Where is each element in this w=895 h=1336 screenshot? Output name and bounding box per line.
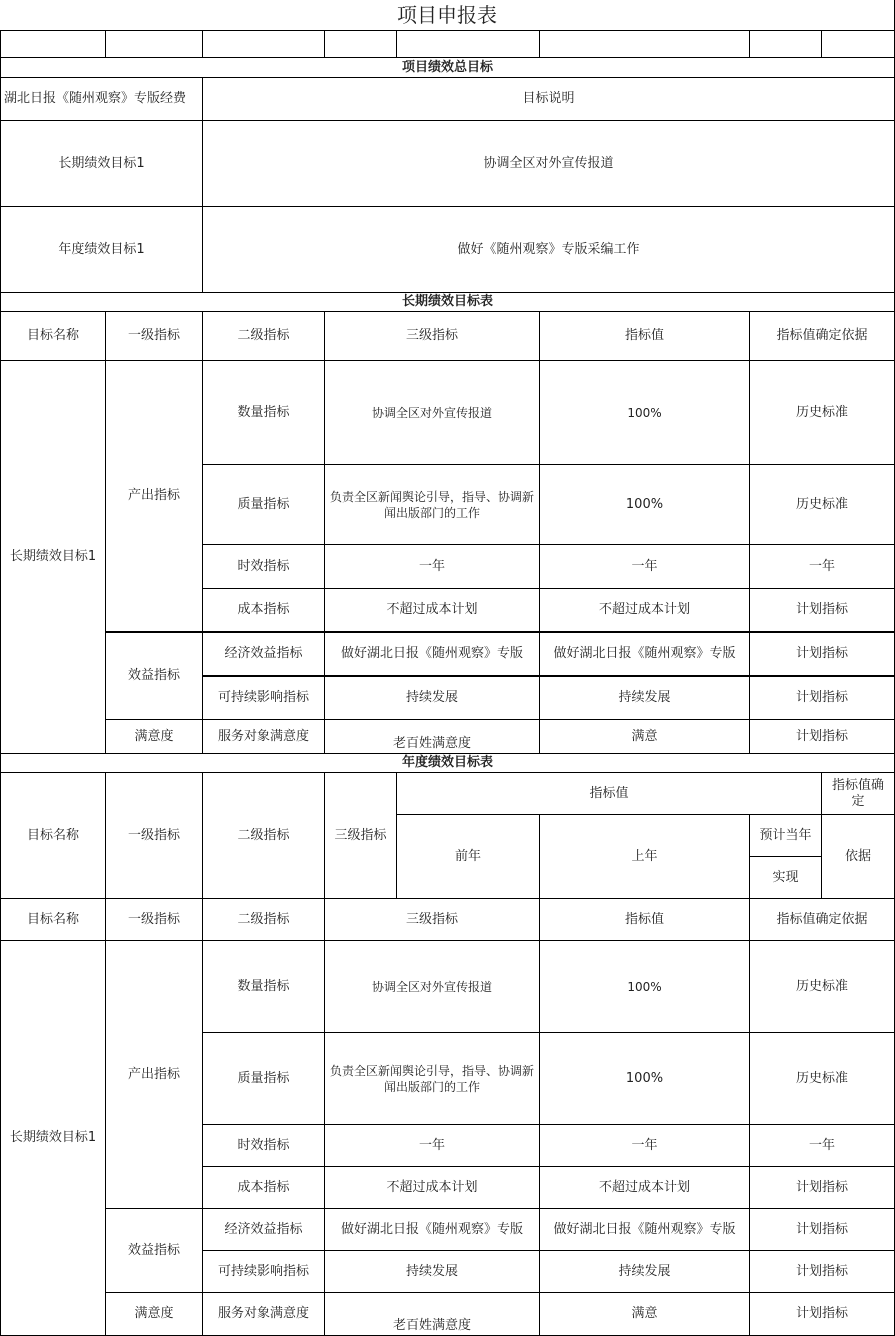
annual-l2-quantity: 数量指标 — [203, 941, 325, 1033]
empty-cell — [397, 31, 540, 58]
header-level2: 二级指标 — [203, 312, 325, 361]
l3-quantity: 协调全区对外宣传报道 — [325, 361, 540, 465]
annual-header-basis-top: 指标值确定 — [822, 773, 895, 815]
value-satisfaction: 满意 — [540, 720, 750, 754]
l3-cost: 不超过成本计划 — [325, 589, 540, 632]
annual-header-level2: 二级指标 — [203, 773, 325, 899]
annual-value-satisfaction: 满意 — [540, 1293, 750, 1336]
annual-subheader-level2: 二级指标 — [203, 899, 325, 941]
l3-satisfaction: 老百姓满意度 — [325, 720, 540, 754]
page-title: 项目申报表 — [0, 0, 895, 31]
empty-cell — [750, 31, 822, 58]
annual-header-level3: 三级指标 — [325, 773, 397, 899]
annual-l3-quantity: 协调全区对外宣传报道 — [325, 941, 540, 1033]
value-timeliness: 一年 — [540, 545, 750, 589]
annual-goal-name-cell: 长期绩效目标1 — [0, 941, 106, 1336]
annual-basis-quality: 历史标准 — [750, 1033, 895, 1125]
l3-sustainable: 持续发展 — [325, 676, 540, 720]
l2-quantity: 数量指标 — [203, 361, 325, 465]
annual-value-timeliness: 一年 — [540, 1125, 750, 1167]
header-goal-name: 目标名称 — [0, 312, 106, 361]
empty-cell — [203, 31, 325, 58]
header-basis: 指标值确定依据 — [750, 312, 895, 361]
l2-sustainable: 可持续影响指标 — [203, 676, 325, 720]
l3-economic: 做好湖北日报《随州观察》专版 — [325, 632, 540, 676]
basis-sustainable: 计划指标 — [750, 676, 895, 720]
annual-header-goal-name: 目标名称 — [0, 773, 106, 899]
l2-cost: 成本指标 — [203, 589, 325, 632]
annual-basis-economic: 计划指标 — [750, 1209, 895, 1251]
l2-quality: 质量指标 — [203, 465, 325, 545]
long-term-goal-value: 协调全区对外宣传报道 — [203, 121, 895, 207]
empty-cell — [822, 31, 895, 58]
empty-cell — [106, 31, 203, 58]
l3-timeliness: 一年 — [325, 545, 540, 589]
empty-cell — [325, 31, 397, 58]
basis-quality: 历史标准 — [750, 465, 895, 545]
annual-value-quality: 100% — [540, 1033, 750, 1125]
annual-basis-sustainable: 计划指标 — [750, 1251, 895, 1293]
annual-l3-satisfaction: 老百姓满意度 — [325, 1293, 540, 1336]
annual-l2-sustainable: 可持续影响指标 — [203, 1251, 325, 1293]
annual-value-economic: 做好湖北日报《随州观察》专版 — [540, 1209, 750, 1251]
basis-quantity: 历史标准 — [750, 361, 895, 465]
annual-l3-economic: 做好湖北日报《随州观察》专版 — [325, 1209, 540, 1251]
value-cost: 不超过成本计划 — [540, 589, 750, 632]
annual-header-basis-bottom: 依据 — [822, 815, 895, 899]
annual-header-prev-year: 前年 — [397, 815, 540, 899]
annual-subheader-value: 指标值 — [540, 899, 750, 941]
annual-header-last-year: 上年 — [540, 815, 750, 899]
level1-satisfaction: 满意度 — [106, 720, 203, 754]
annual-subheader-level1: 一级指标 — [106, 899, 203, 941]
annual-basis-quantity: 历史标准 — [750, 941, 895, 1033]
annual-l3-cost: 不超过成本计划 — [325, 1167, 540, 1209]
value-economic: 做好湖北日报《随州观察》专版 — [540, 632, 750, 676]
l2-timeliness: 时效指标 — [203, 545, 325, 589]
basis-economic: 计划指标 — [750, 632, 895, 676]
header-value: 指标值 — [540, 312, 750, 361]
header-level3: 三级指标 — [325, 312, 540, 361]
l3-quality: 负责全区新闻舆论引导，指导、协调新闻出版部门的工作 — [325, 465, 540, 545]
annual-goal-label: 年度绩效目标1 — [0, 207, 203, 293]
annual-header-actual: 实现 — [750, 857, 822, 899]
annual-l2-cost: 成本指标 — [203, 1167, 325, 1209]
long-term-section-title: 长期绩效目标表 — [0, 293, 895, 312]
target-desc-label: 目标说明 — [203, 78, 895, 121]
annual-level1-output: 产出指标 — [106, 941, 203, 1209]
annual-l3-quality: 负责全区新闻舆论引导，指导、协调新闻出版部门的工作 — [325, 1033, 540, 1125]
goal-name-cell: 长期绩效目标1 — [0, 361, 106, 754]
level1-benefit: 效益指标 — [106, 632, 203, 720]
annual-value-cost: 不超过成本计划 — [540, 1167, 750, 1209]
annual-header-est-current: 预计当年 — [750, 815, 822, 857]
empty-cell — [0, 31, 106, 58]
annual-level1-satisfaction: 满意度 — [106, 1293, 203, 1336]
long-term-goal-label: 长期绩效目标1 — [0, 121, 203, 207]
annual-goal-value: 做好《随州观察》专版采编工作 — [203, 207, 895, 293]
l2-satisfaction: 服务对象满意度 — [203, 720, 325, 754]
annual-subheader-goal-name: 目标名称 — [0, 899, 106, 941]
l2-economic: 经济效益指标 — [203, 632, 325, 676]
basis-timeliness: 一年 — [750, 545, 895, 589]
annual-level1-benefit: 效益指标 — [106, 1209, 203, 1293]
annual-value-sustainable: 持续发展 — [540, 1251, 750, 1293]
value-quality: 100% — [540, 465, 750, 545]
annual-subheader-basis: 指标值确定依据 — [750, 899, 895, 941]
annual-basis-timeliness: 一年 — [750, 1125, 895, 1167]
project-name: 湖北日报《随州观察》专版经费 — [0, 78, 203, 121]
annual-l3-timeliness: 一年 — [325, 1125, 540, 1167]
annual-l2-satisfaction: 服务对象满意度 — [203, 1293, 325, 1336]
annual-l3-sustainable: 持续发展 — [325, 1251, 540, 1293]
annual-header-value: 指标值 — [397, 773, 822, 815]
header-level1: 一级指标 — [106, 312, 203, 361]
basis-satisfaction: 计划指标 — [750, 720, 895, 754]
basis-cost: 计划指标 — [750, 589, 895, 632]
value-quantity: 100% — [540, 361, 750, 465]
summary-section-title: 项目绩效总目标 — [0, 58, 895, 78]
annual-header-level1: 一级指标 — [106, 773, 203, 899]
annual-basis-cost: 计划指标 — [750, 1167, 895, 1209]
annual-value-quantity: 100% — [540, 941, 750, 1033]
annual-subheader-level3: 三级指标 — [325, 899, 540, 941]
annual-l2-quality: 质量指标 — [203, 1033, 325, 1125]
value-sustainable: 持续发展 — [540, 676, 750, 720]
annual-l2-timeliness: 时效指标 — [203, 1125, 325, 1167]
annual-basis-satisfaction: 计划指标 — [750, 1293, 895, 1336]
annual-section-title: 年度绩效目标表 — [0, 754, 895, 773]
empty-cell — [540, 31, 750, 58]
level1-output: 产出指标 — [106, 361, 203, 632]
annual-l2-economic: 经济效益指标 — [203, 1209, 325, 1251]
